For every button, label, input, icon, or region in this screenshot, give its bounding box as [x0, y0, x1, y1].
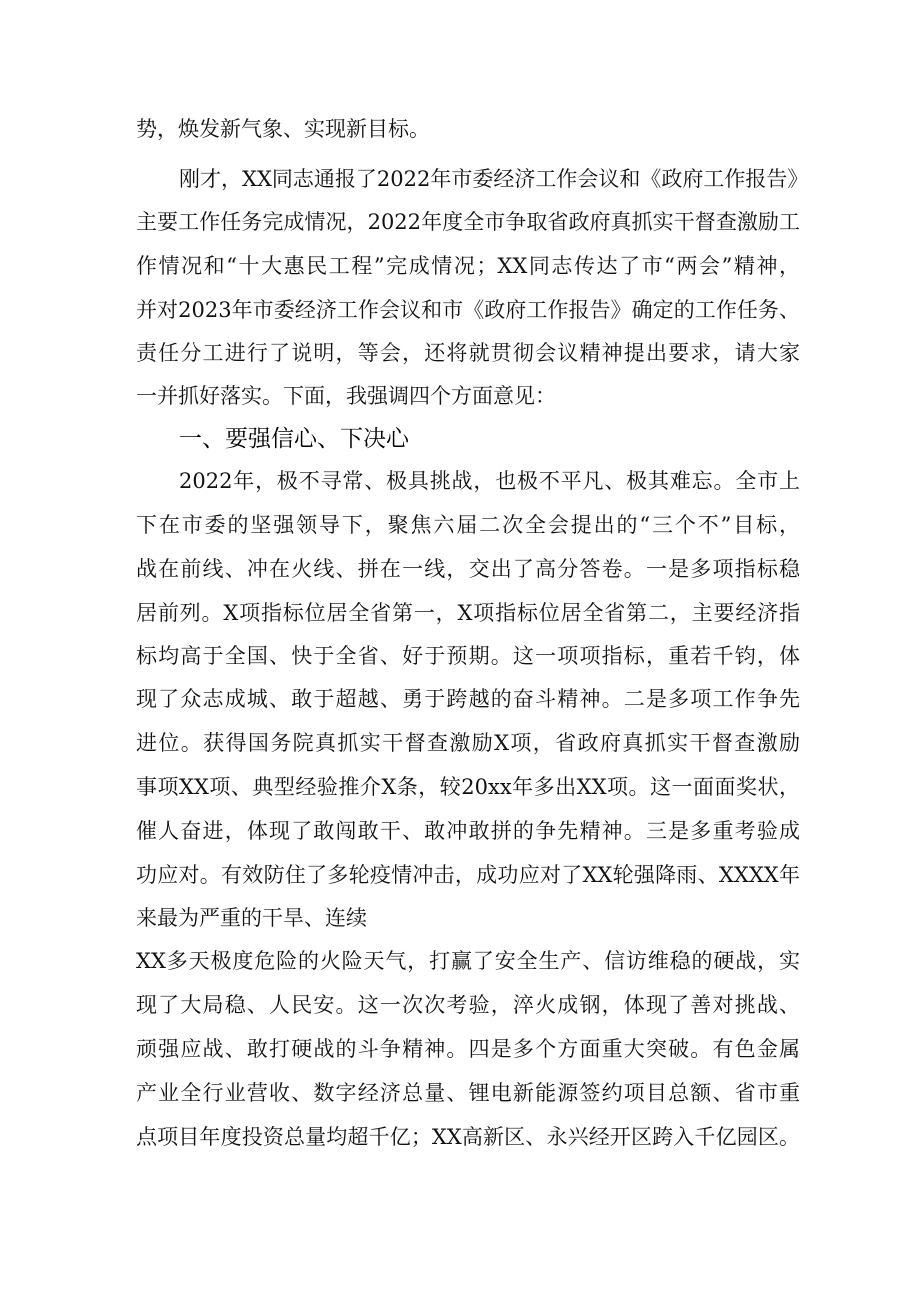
- text-line: 标均高于全国、快于全省、好于预期。这一项项指标，重若千钧，体: [136, 644, 800, 668]
- text-line: 势，焕发新气象、实现新目标。: [136, 117, 430, 141]
- text-line: 一并抓好落实。下面，我强调四个方面意见：: [136, 384, 556, 408]
- text-line: 刚才，XX同志通报了2022年市委经济工作会议和《政府工作报告》: [179, 167, 809, 191]
- text-line: 点项目年度投资总量均超千亿；XX高新区、永兴经开区跨入千亿园区。: [136, 1125, 800, 1149]
- text-line: 催人奋进，体现了敢闯敢干、敢冲敢拼的争先精神。三是多重考验成: [136, 819, 800, 843]
- text-line: 顽强应战、敢打硬战的斗争精神。四是多个方面重大突破。有色金属: [136, 1037, 800, 1061]
- text-line: 事项XX项、典型经验推介X条，较20xx年多出XX项。这一面面奖状，: [136, 775, 800, 799]
- text-line: 居前列。X项指标位居全省第一，X项指标位居全省第二，主要经济指: [136, 601, 800, 625]
- text-line: 现了众志成城、敢于超越、勇于跨越的奋斗精神。二是多项工作争先: [136, 687, 800, 711]
- text-line: 主要工作任务完成情况，2022年度全市争取省政府真抓实干督查激励工: [136, 210, 800, 234]
- text-line: 下在市委的坚强领导下，聚焦六届二次全会提出的“三个不”目标，: [136, 513, 800, 537]
- text-line: 并对2023年市委经济工作会议和市《政府工作报告》确定的工作任务、: [136, 298, 800, 322]
- text-line: 责任分工进行了说明，等会，还将就贯彻会议精神提出要求，请大家: [136, 341, 800, 365]
- text-line: 进位。获得国务院真抓实干督查激励X项，省政府真抓实干督查激励: [136, 731, 800, 755]
- text-line: 现了大局稳、人民安。这一次次考验，淬火成钢，体现了善对挑战、: [136, 993, 800, 1017]
- section-heading: 一、要强信心、下决心: [179, 426, 409, 452]
- text-line: 战在前线、冲在火线、拼在一线，交出了高分答卷。一是多项指标稳: [136, 557, 800, 581]
- text-line: 来最为严重的干旱、连续: [136, 906, 367, 930]
- text-line: 作情况和“十大惠民工程”完成情况；XX同志传达了市“两会”精神，: [136, 254, 800, 278]
- text-line: 产业全行业营收、数字经济总量、锂电新能源签约项目总额、省市重: [136, 1081, 800, 1105]
- text-line: 功应对。有效防住了多轮疫情冲击，成功应对了XX轮强降雨、XXXX年: [136, 863, 800, 887]
- text-line: XX多天极度危险的火险天气，打赢了安全生产、信访维稳的硬战，实: [136, 949, 800, 973]
- text-line: 2022年，极不寻常、极具挑战，也极不平凡、极其难忘。全市上: [179, 469, 800, 493]
